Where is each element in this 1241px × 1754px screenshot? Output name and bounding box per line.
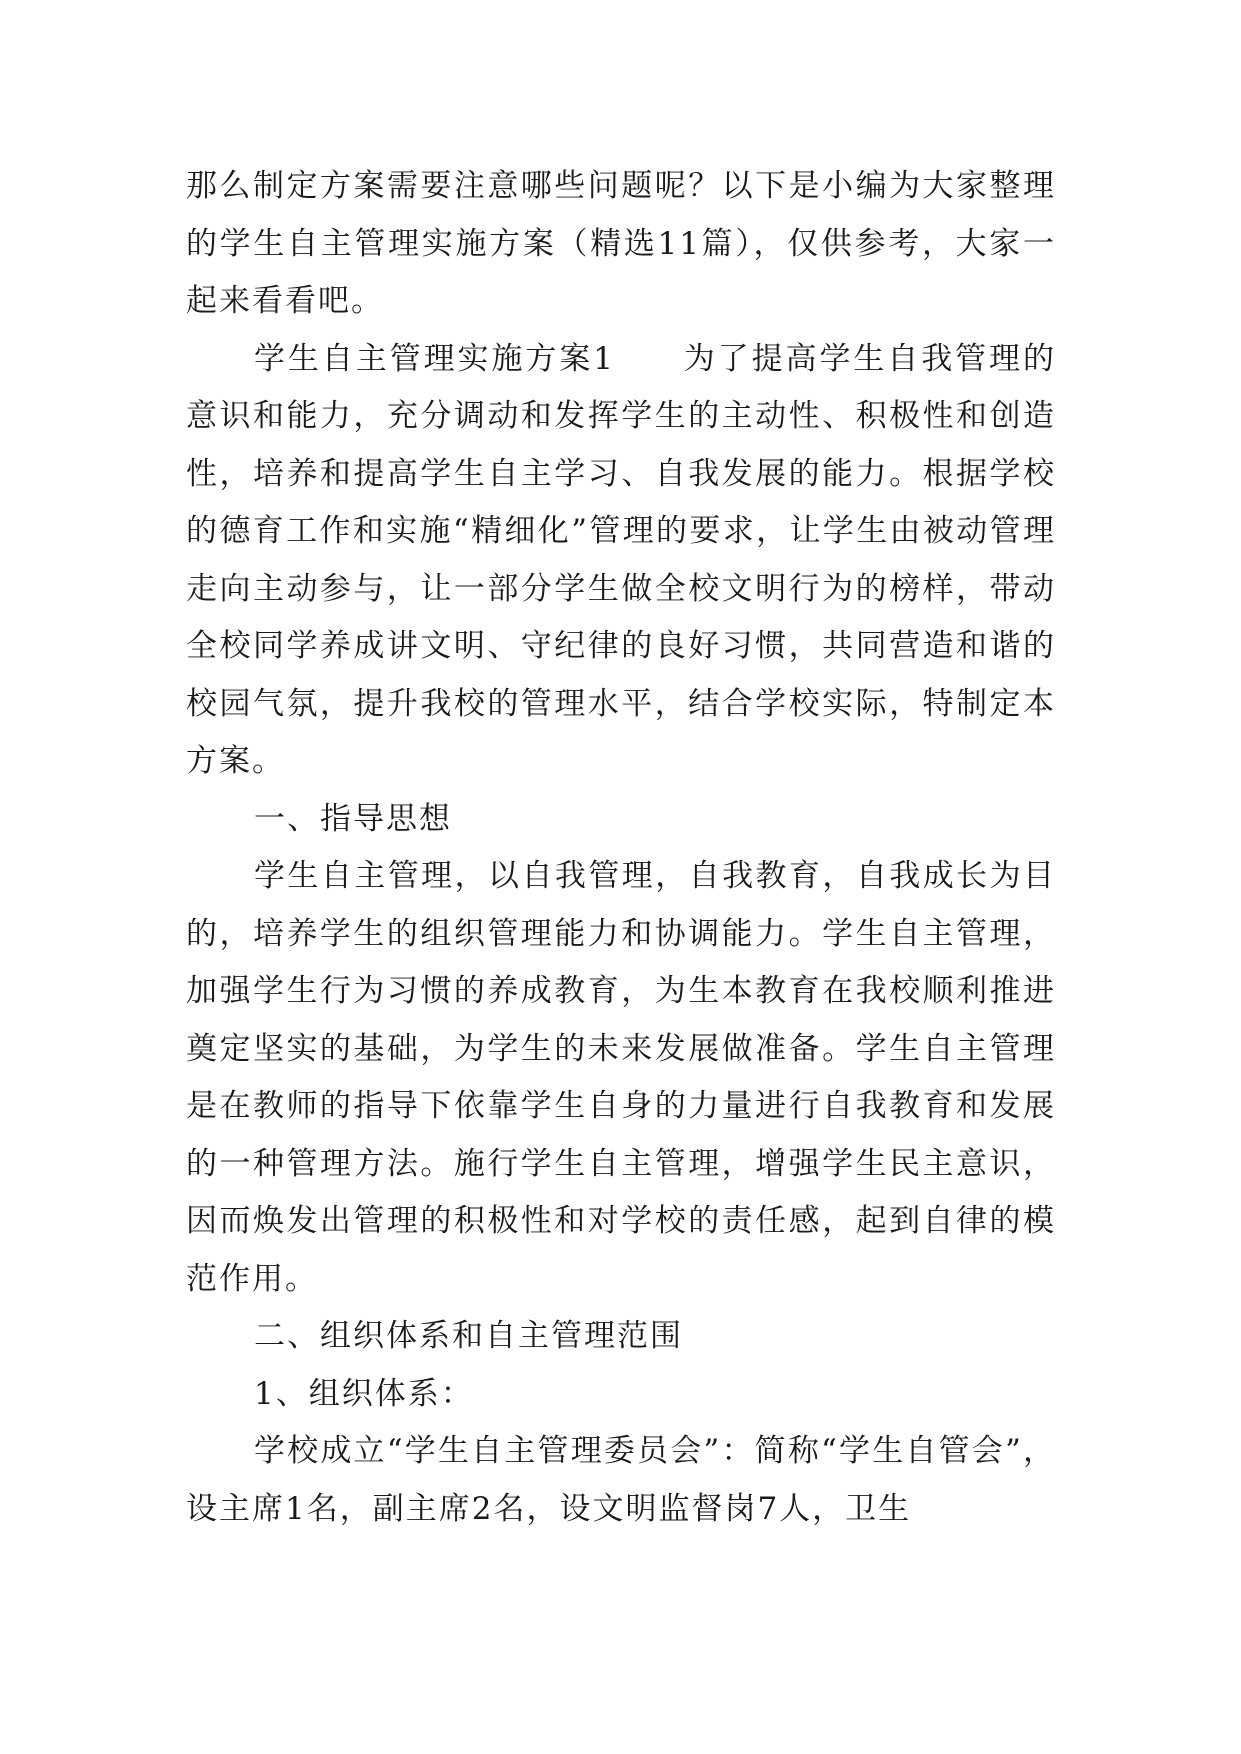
paragraph-committee: 学校成立“学生自主管理委员会”：简称“学生自管会”，设主席1名，副主席2名，设文明监督岗7人，卫生 (186, 1433, 1056, 1527)
paragraph-plan-1: 学生自主管理实施方案1 为了提高学生自我管理的意识和能力，充分调动和发挥学生的主动性、积极性和创造性，培养和提高学生自主学习、自我发展的能力。根据学校的德育工作和实施“精细化”管理的要求，让学生由被动管理走向主动参与，让一部分学生做全校文明行为的榜样，带动全校同学养成讲文明、守纪律的良好习惯，共同营造和谐的校园气氛，提升我校的管理水平，结合学校实际，特制定本方案。 (186, 340, 1056, 779)
paragraph-intro: 那么制定方案需要注意哪些问题呢？以下是小编为大家整理的学生自主管理实施方案（精选11篇），仅供参考，大家一起来看看吧。 (186, 168, 1056, 319)
document-body (186, 158, 1056, 1538)
paragraph-guiding-ideology: 学生自主管理，以自我管理，自我教育，自我成长为目的，培养学生的组织管理能力和协调能力。学生自主管理，加强学生行为习惯的养成教育，为生本教育在我校顺利推进奠定坚实的基础，为学生的未来发展做准备。学生自主管理是在教师的指导下依靠学生自身的力量进行自我教育和发展的一种管理方法。施行学生自主管理，增强学生民主意识，因而焕发出管理的积极性和对学校的责任感，起到自律的模范作用。 (186, 858, 1056, 1297)
section-heading-organization: 二、组织体系和自主管理范围 (254, 1318, 683, 1354)
section-heading-guiding-ideology: 一、指导思想 (254, 800, 452, 837)
subsection-heading-organization-system: 1、组织体系： (254, 1375, 474, 1412)
